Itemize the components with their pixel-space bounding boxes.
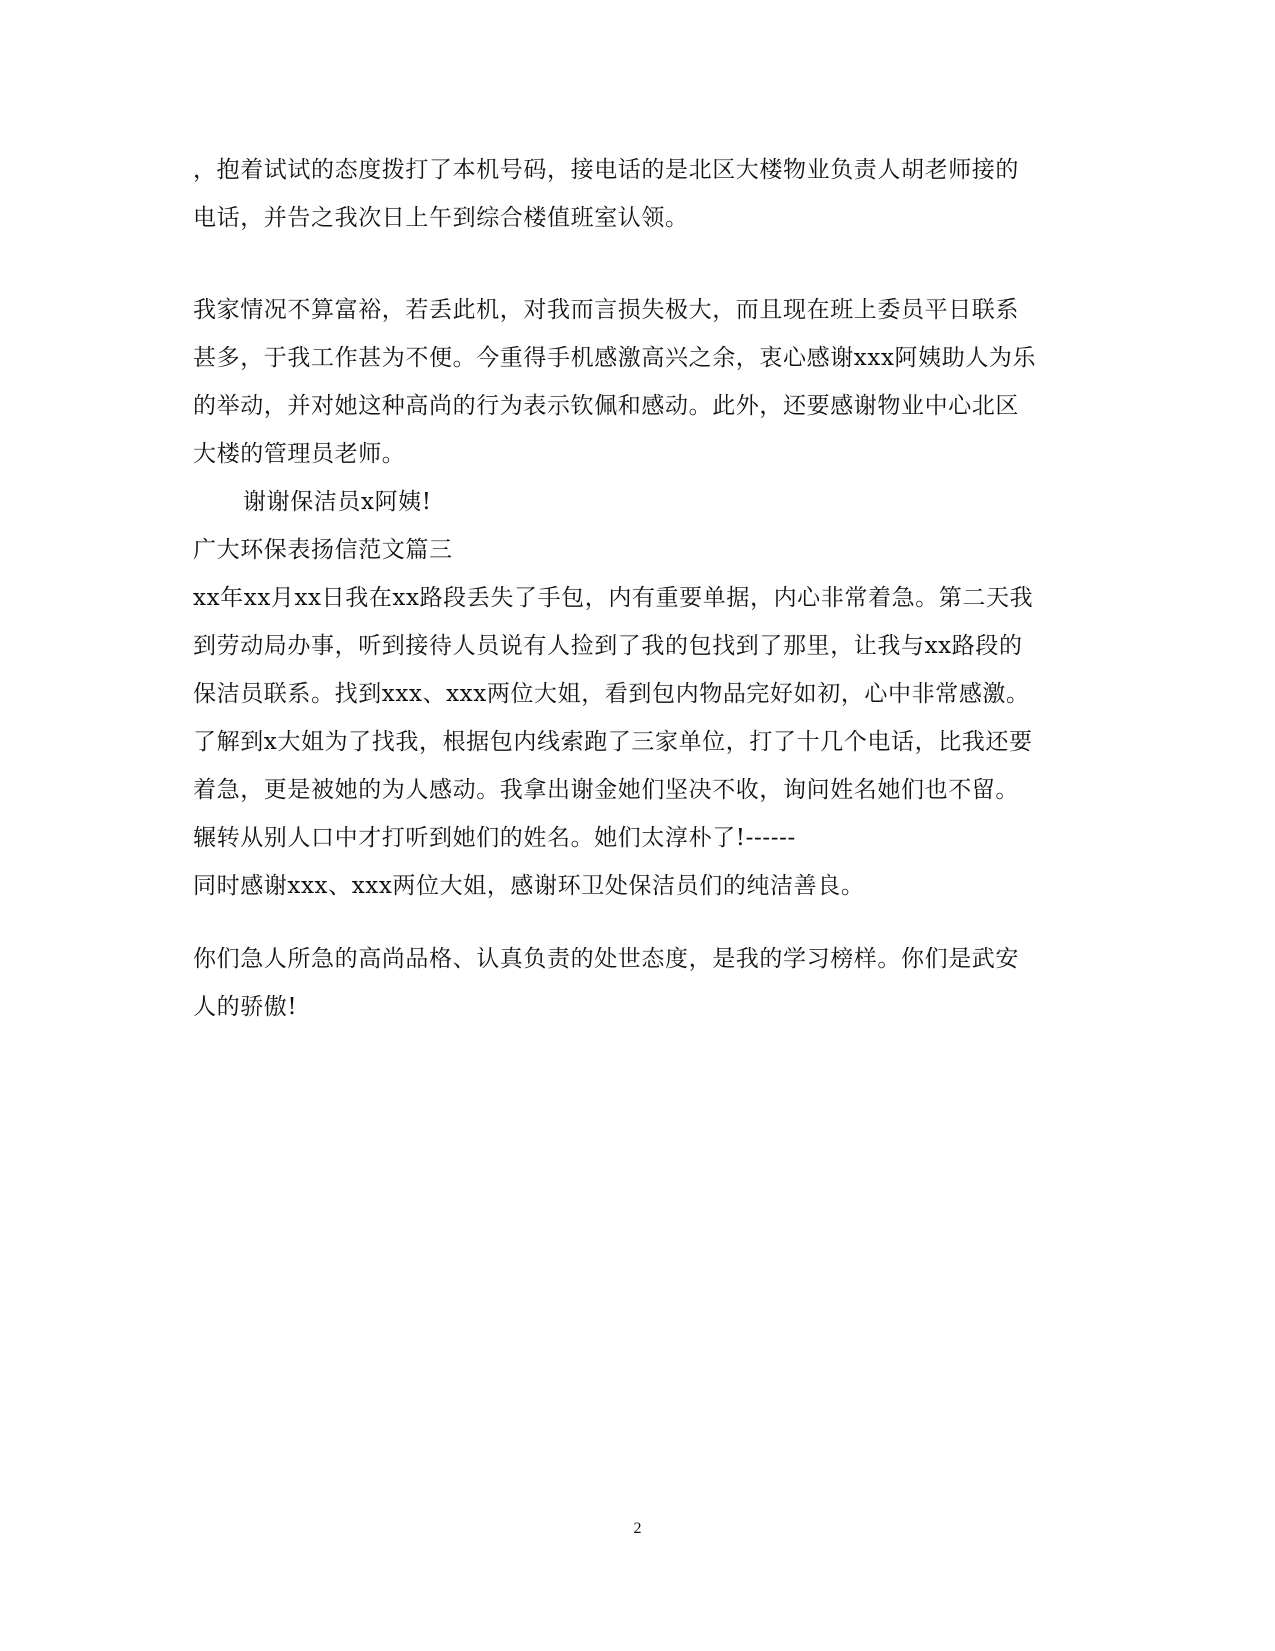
paragraph-line: 的举动，并对她这种高尚的行为表示钦佩和感动。此外，还要感谢物业中心北区 xyxy=(193,393,1019,419)
paragraph-line: 着急，更是被她的为人感动。我拿出谢金她们坚决不收，询问姓名她们也不留。 xyxy=(193,777,1019,803)
paragraph-1 xyxy=(193,146,1093,242)
paragraph-line: xx年xx月xx日我在xx路段丢失了手包，内有重要单据，内心非常着急。第二天我 xyxy=(193,585,1034,611)
paragraph-2 xyxy=(193,286,1093,910)
paragraph-line: 甚多，于我工作甚为不便。今重得手机感激高兴之余，衷心感谢xxx阿姨助人为乐 xyxy=(193,345,1037,371)
paragraph-line: 你们急人所急的高尚品格、认真负责的处世态度，是我的学习榜样。你们是武安 xyxy=(193,946,1019,972)
thanks-line: 谢谢保洁员x阿姨! xyxy=(243,489,432,515)
paragraph-line: 电话，并告之我次日上午到综合楼值班室认领。 xyxy=(193,205,689,231)
paragraph-line: 到劳动局办事，听到接待人员说有人捡到了我的包找到了那里，让我与xx路段的 xyxy=(193,633,1023,659)
paragraph-line: 大楼的管理员老师。 xyxy=(193,441,406,467)
paragraph-line: ，抱着试试的态度拨打了本机号码，接电话的是北区大楼物业负责人胡老师接的 xyxy=(193,157,1019,183)
paragraph-line: 了解到x大姐为了找我，根据包内线索跑了三家单位，打了十几个电话，比我还要 xyxy=(193,729,1033,755)
page-number: 2 xyxy=(633,1520,642,1537)
paragraph-line: 保洁员联系。找到xxx、xxx两位大姐，看到包内物品完好如初，心中非常感激。 xyxy=(193,681,1030,707)
paragraph-line: 我家情况不算富裕，若丢此机，对我而言损失极大，而且现在班上委员平日联系 xyxy=(193,297,1019,323)
paragraph-line: 人的骄傲! xyxy=(193,994,298,1020)
paragraph-5 xyxy=(193,935,1093,1031)
section-title: 广大环保表扬信范文篇三 xyxy=(193,537,453,563)
paragraph-line: 同时感谢xxx、xxx两位大姐，感谢环卫处保洁员们的纯洁善良。 xyxy=(193,873,865,899)
paragraph-line: 辗转从别人口中才打听到她们的姓名。她们太淳朴了!------ xyxy=(193,825,796,851)
